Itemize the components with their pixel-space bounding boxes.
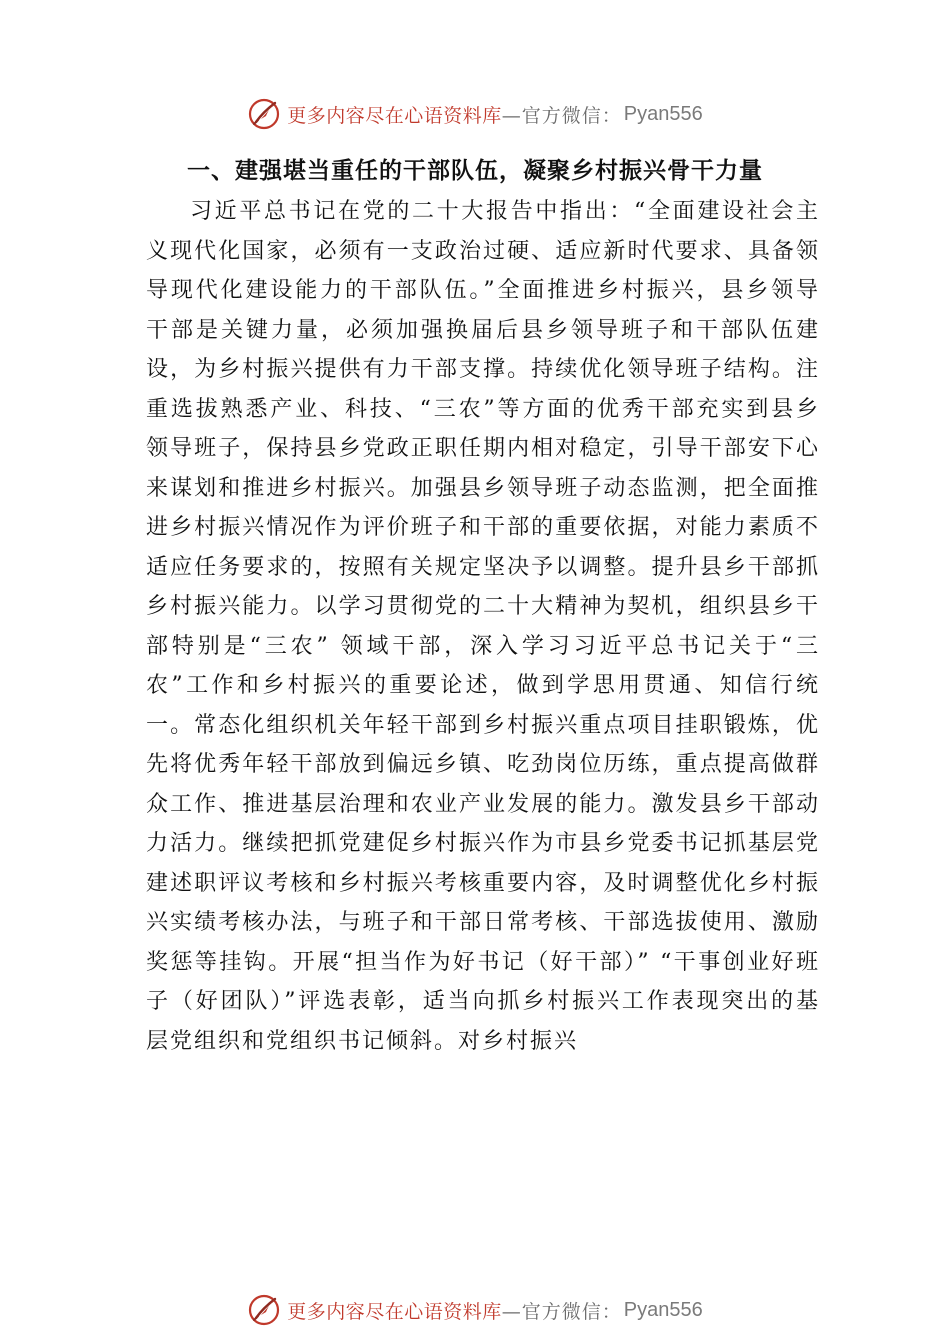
watermark-wechat-id: Pyan556 bbox=[623, 102, 703, 125]
header-watermark bbox=[0, 92, 950, 136]
quill-pen-logo-icon bbox=[247, 1293, 281, 1327]
footer-watermark bbox=[0, 1288, 950, 1332]
watermark-site-text: 更多内容尽在心语资料库 bbox=[287, 1300, 502, 1323]
body-paragraph: 习近平总书记在党的二十大报告中指出：“全面建设社会主义现代化国家，必须有一支政治过硬、适应新时代要求、具备领导现代化建设能力的干部队伍。”全面推进乡村振兴，县乡领导干部是关键力量，必须加强换届后县乡领导班子和干部队伍建设，为乡村振兴提供有力干部支撑。持续优化领导班子结构。注重选拔熟悉产业、科技、“三农”等方面的优秀干部充实到县乡领导班子，保持县乡党政正职任期内相对稳定，引导干部安下心来谋划和推进乡村振兴。加强县乡领导班子动态监测，把全面推进乡村振兴情况作为评价班子和干部的重要依据，对能力素质不适应任务要求的，按照有关规定坚决予以调整。提升县乡干部抓乡村振兴能力。以学习贯彻党的二十大精神为契机，组织县乡干部特别是“三农” 领域干部，深入学习习近平总书记关于“三农”工作和乡村振兴的重要论述，做到学思用贯通、知信行统一。常态化组织机关年轻干部到乡村振兴重点项目挂职锻炼，优先将优秀年轻干部放到偏远乡镇、吃劲岗位历练，重点提高做群众工作、推进基层治理和农业产业发展的能力。激发县乡干部动力活力。继续把抓党建促乡村振兴作为市县乡党委书记抓基层党建述职评议考核和乡村振兴考核重要内容，及时调整优化乡村振兴实绩考核办法，与班子和干部日常考核、干部选拔使用、激励奖惩等挂钩。开展“担当作为好书记（好干部）” “干事创业好班子（好团队）”评选表彰，适当向抓乡村振兴工作表现突出的基层党组织和党组织书记倾斜。对乡村振兴 bbox=[146, 199, 820, 1054]
section-heading: 一、建强堪当重任的干部队伍，凝聚乡村振兴骨干力量 bbox=[187, 158, 763, 184]
watermark-wechat-text: —官方微信： bbox=[501, 104, 622, 127]
watermark-wechat-text: —官方微信： bbox=[501, 1300, 622, 1323]
watermark-wechat-id: Pyan556 bbox=[623, 1298, 703, 1321]
watermark-site-text: 更多内容尽在心语资料库 bbox=[287, 104, 502, 127]
quill-pen-logo-icon bbox=[247, 97, 281, 131]
